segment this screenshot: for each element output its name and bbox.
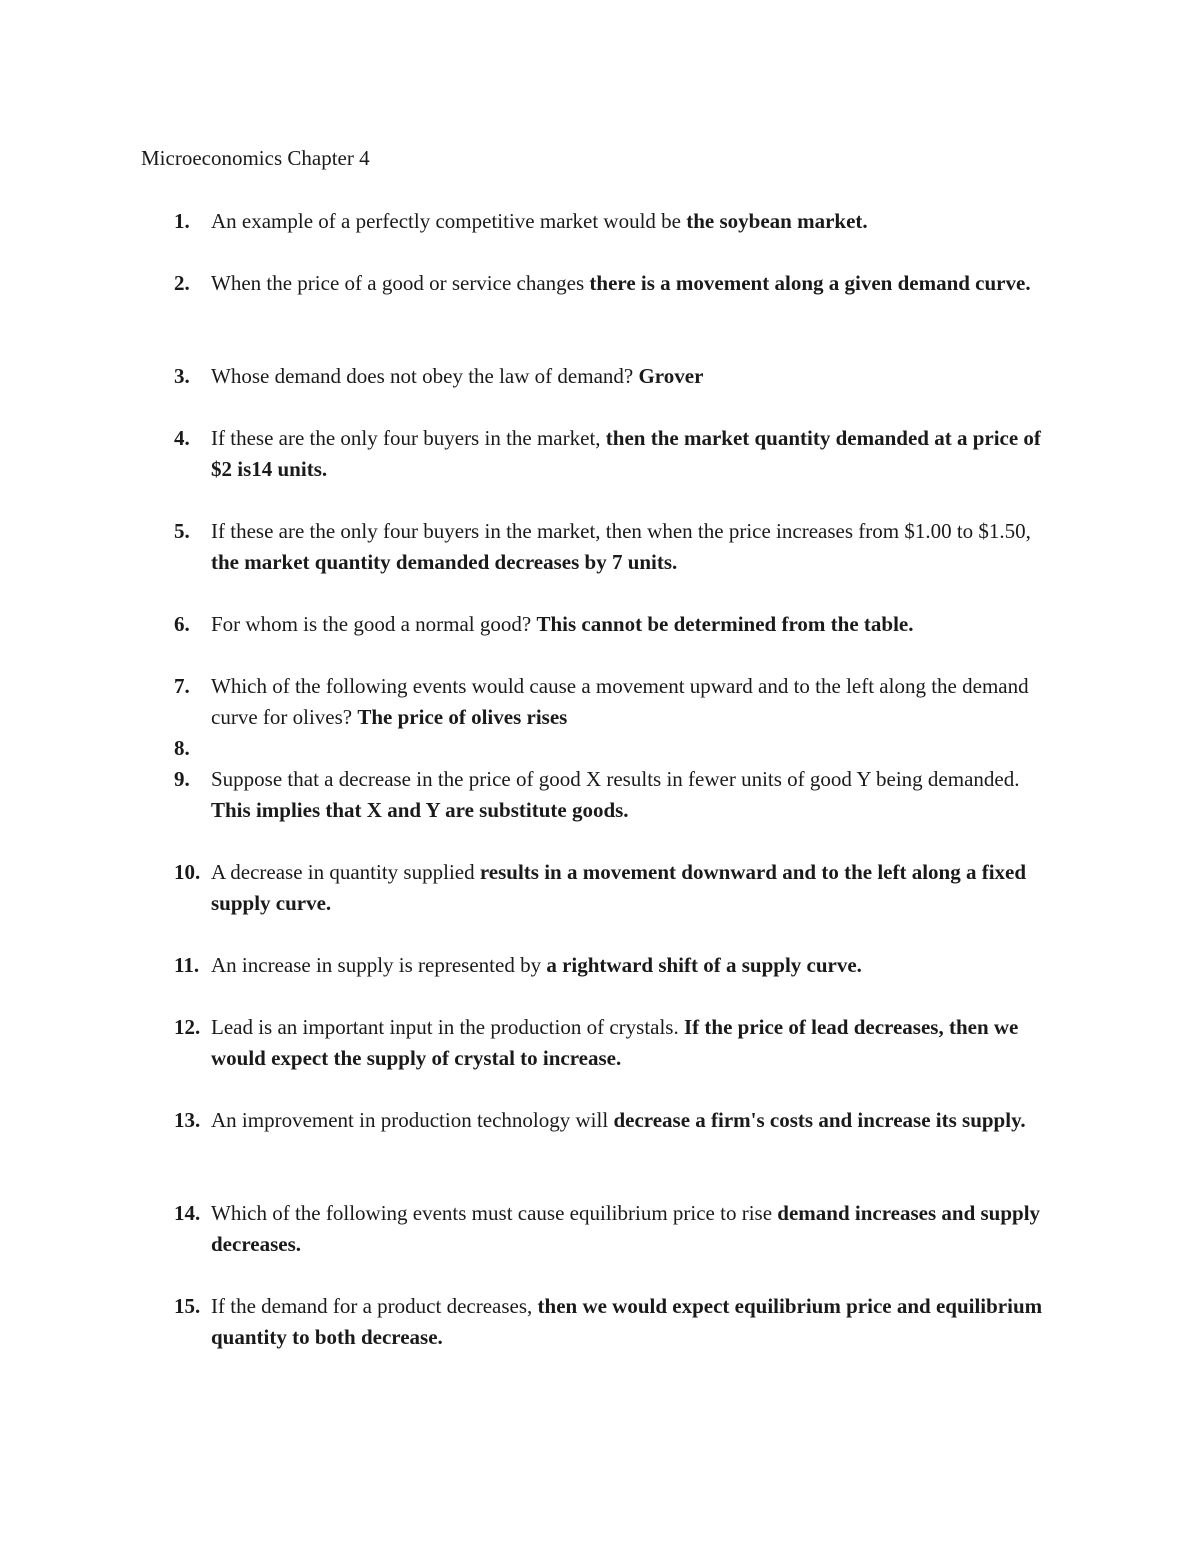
item-body <box>211 857 1064 919</box>
item-number: 1. <box>174 209 190 233</box>
item-body <box>211 206 1064 237</box>
item-body <box>211 950 1064 981</box>
list-item <box>174 1105 1064 1136</box>
question-text: Which of the following events must cause equilibrium price to rise <box>211 1201 778 1225</box>
answer-text: demand increases and supply decreases. <box>211 1201 1041 1256</box>
answer-text: The price of olives rises <box>357 705 568 729</box>
question-text: An example of a perfectly competitive market would be <box>211 209 687 233</box>
list-item <box>174 1198 1064 1260</box>
answer-text: This cannot be determined from the table. <box>536 612 914 636</box>
answer-text: the soybean market. <box>686 209 868 233</box>
list-item <box>174 1291 1064 1353</box>
item-number: 8. <box>174 736 190 760</box>
item-number: 11. <box>174 953 200 977</box>
item-number: 2. <box>174 271 190 295</box>
answer-text: there is a movement along a given demand curve. <box>589 271 1031 295</box>
answer-text: then we would expect equilibrium price and equilibrium quantity to both decrease. <box>211 1294 1043 1349</box>
answer-text: Grover <box>638 364 704 388</box>
answer-text: results in a movement downward and to the left along a fixed supply curve. <box>211 860 1027 915</box>
item-number: 7. <box>174 674 190 698</box>
item-body <box>211 361 1064 392</box>
list-item <box>174 671 1064 733</box>
list-item <box>174 361 1064 392</box>
document-title: Microeconomics Chapter 4 <box>141 146 370 170</box>
question-text: A decrease in quantity supplied <box>211 860 480 884</box>
question-text: When the price of a good or service changes <box>211 271 590 295</box>
item-number: 13. <box>174 1108 201 1132</box>
item-body <box>211 516 1064 578</box>
item-body <box>211 1105 1064 1136</box>
list-item <box>174 609 1064 640</box>
answer-text: decrease a firm's costs and increase its supply. <box>613 1108 1026 1132</box>
answer-text: the market quantity demanded decreases by 7 units. <box>211 550 678 574</box>
item-number: 15. <box>174 1294 201 1318</box>
item-body <box>211 1012 1064 1074</box>
question-text: Which of the following events would cause a movement upward and to the left along the demand curve for olives? <box>211 674 1029 729</box>
answer-text: If the price of lead decreases, then we would expect the supply of crystal to increase. <box>211 1015 1019 1070</box>
answer-text: then the market quantity demanded at a price of $2 is14 units. <box>211 426 1041 481</box>
item-body <box>211 423 1064 485</box>
question-text: Suppose that a decrease in the price of good X results in fewer units of good Y being demanded. <box>211 767 1020 791</box>
answer-text: This implies that X and Y are substitute goods. <box>211 798 629 822</box>
item-body <box>211 268 1064 299</box>
question-text: Whose demand does not obey the law of demand? <box>211 364 639 388</box>
list-item <box>174 268 1064 299</box>
question-text: If these are the only four buyers in the market, then when the price increases from $1.00 to $1.50, <box>211 519 1031 543</box>
question-text: An increase in supply is represented by <box>211 953 547 977</box>
item-number: 6. <box>174 612 190 636</box>
item-number: 5. <box>174 519 190 543</box>
list-item <box>174 857 1064 919</box>
item-body <box>211 609 1064 640</box>
item-body <box>211 1198 1064 1260</box>
item-number: 3. <box>174 364 190 388</box>
item-number: 9. <box>174 767 190 791</box>
question-text: For whom is the good a normal good? <box>211 612 537 636</box>
list-item <box>174 764 1064 826</box>
item-body <box>211 1291 1064 1353</box>
list-item <box>174 423 1064 485</box>
item-number: 14. <box>174 1201 201 1225</box>
list-item <box>174 1012 1064 1074</box>
list-item <box>174 206 1064 237</box>
question-text: If these are the only four buyers in the market, <box>211 426 606 450</box>
question-text: An improvement in production technology will <box>211 1108 614 1132</box>
question-text: If the demand for a product decreases, <box>211 1294 538 1318</box>
answer-text: a rightward shift of a supply curve. <box>546 953 862 977</box>
item-number: 12. <box>174 1015 201 1039</box>
question-text: Lead is an important input in the production of crystals. <box>211 1015 684 1039</box>
item-number: 4. <box>174 426 190 450</box>
list-item <box>174 516 1064 578</box>
item-number: 10. <box>174 860 201 884</box>
item-body <box>211 671 1064 733</box>
item-body <box>211 764 1064 826</box>
list-item <box>174 950 1064 981</box>
